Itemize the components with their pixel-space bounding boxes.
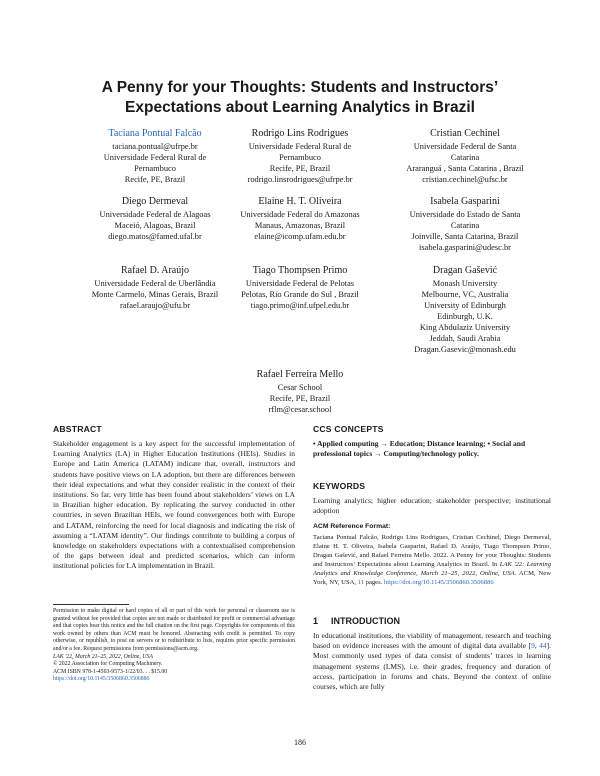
intro-text-part: ]. Most commonly used types of data consist of students’ traces in learning management systems (LMS), i.e. their grades, frequency and duration of access, participation in forums and chats. Beyond the context of online courses, which are fully <box>313 641 552 692</box>
author-affiliation: University of Edinburgh <box>424 301 506 310</box>
reference-citation: Taciana Pontual Falcão, Rodrigo Lins Rodrigues, Cristian Cechinel, Diego Dermeval, Elaine H. T. Oliveira, Isabela Gasparini, Rafael D. Araújo, Tiago Thompsen Primo, Dragan Gašević, and Rafael Ferreira Mello. 2022. A Penny for your Thoughts: Students and Instructors’ Expectations about Learning Analytics in Brazil. In <box>313 534 551 568</box>
permission-text: Permission to make digital or hard copies of all or part of this work for personal or classroom use is granted without fee provided that copies are not made or distributed for profit or commercial advantage and that copies bear this notice and the full citation on the first page. Copyrights for components of this work owned by others than ACM must be honored. Abstracting with credit is permitted. To copy otherwise, or republish, to post on servers or to redistribute to lists, requires prior specific permission and/or a fee. Request permissions from permissions@acm.org. <box>53 608 295 652</box>
reference-pages-suffix: pages. <box>364 579 384 586</box>
author-affiliation: Universidade Federal Rural de <box>248 142 352 151</box>
keywords-section <box>313 481 551 516</box>
citation-separator: , <box>534 641 540 651</box>
author-affiliation: Catarina <box>450 153 480 162</box>
permission-footnote <box>53 608 295 684</box>
author-block <box>215 264 385 311</box>
ccs-heading: CCS CONCEPTS <box>313 424 384 434</box>
author-affiliation: Cesar School <box>277 383 323 392</box>
author-email: cristian.cechinel@ufsc.br <box>422 175 508 184</box>
author-block <box>380 264 550 355</box>
author-affiliation: Catarina <box>450 221 480 230</box>
author-affiliation: Universidade Federal Rural de <box>103 153 207 162</box>
reference-format-heading: ACM Reference Format: <box>313 523 391 530</box>
intro-text-part: In educational institutions, the viability of management, research and teaching based on evidence increases with the amount of digital data available [ <box>313 631 551 651</box>
ccs-text: • Applied computing → Education; Distance learning; • Social and professional topics → Computing/technology policy. <box>313 439 526 459</box>
author-location: Pelotas, Rio Grande do Sul , Brazil <box>241 290 359 299</box>
author-name: Rodrigo Lins Rodrigues <box>251 128 349 139</box>
author-affiliation: Universidade Federal de Pelotas <box>245 279 355 288</box>
abstract-section <box>53 424 295 572</box>
author-block <box>215 195 385 242</box>
author-affiliation: Pernambuco <box>134 164 176 173</box>
ccs-section <box>313 424 551 459</box>
author-affiliation: Monash University <box>432 279 498 288</box>
doi-link[interactable]: https://doi.org/10.1145/3506860.3506886 <box>53 676 150 683</box>
author-email: Dragan.Gasevic@monash.edu <box>414 345 516 354</box>
author-affiliation: Universidade Federal do Amazonas <box>240 210 360 219</box>
author-email: rafael.araujo@ufu.br <box>119 301 191 310</box>
author-location: Edinburgh, U.K. <box>437 312 493 321</box>
author-block <box>380 195 550 253</box>
author-name: Dragan Gašević <box>432 265 498 276</box>
conference-venue: LAK '22, March 21–25, 2022, Online, USA <box>53 653 153 660</box>
reference-venue: LAK '22: Learning Analytics and Knowledge Conference, March 21–25, 2022, Online, USA. <box>313 561 551 577</box>
author-email: tiago.primo@inf.ufpel.edu.br <box>250 301 350 310</box>
author-email: rflm@cesar.school <box>268 405 332 414</box>
author-location: Recife, PE, Brazil <box>124 175 186 184</box>
author-affiliation: Universidade do Estado de Santa <box>409 210 521 219</box>
citation-link[interactable]: 9 <box>531 641 535 651</box>
author-name: Elaine H. T. Oliveira <box>258 196 342 207</box>
author-name: Isabela Gasparini <box>430 196 500 207</box>
author-name: Tiago Thompsen Primo <box>252 265 348 276</box>
section-number: 1 <box>313 616 319 626</box>
author-email: isabela.gasparini@udesc.br <box>419 243 511 252</box>
reference-doi-link[interactable]: https://doi.org/10.1145/3506860.3506886 <box>383 579 494 586</box>
author-block <box>380 127 550 185</box>
author-location: Manaus, Amazonas, Brazil <box>254 221 346 230</box>
author-name: Rafael Ferreira Mello <box>256 369 344 380</box>
author-affiliation: Universidade Federal de Santa <box>413 142 517 151</box>
author-location: Jeddah, Saudi Arabia <box>429 334 501 343</box>
introduction-section <box>313 615 551 692</box>
author-location: Monte Carmelo, Minas Gerais, Brazil <box>91 290 219 299</box>
isbn-line: ACM ISBN 978-1-4503-9573-1/22/03. . . $15.00 <box>53 668 168 675</box>
author-block <box>215 127 385 185</box>
abstract-text: Stakeholder engagement is a key aspect for the successful implementation of Learning Analytics (LA) in Higher Education Institutions (HEIs). Studies in Europe and Latin America (LATAM) indicate that, overall, instructors and students have positive views on LA adoption, but there are differences between their ideal expectations and what they consider realistic in the context of their institutions. So far, very little has been found about stakeholders’ views on LA in Brazilian higher education. By replicating the survey conducted in other countries, in seven Brazilian HEIs, we found convergences both with Europe and LATAM, reinforcing the need for local diagnosis and indicating the risk of assuming a “LATAM identity”. Our findings contribute to building a corpus of knowledge on stakeholders expectations with a contextualised comprehension of the gaps between ideal and predicted scenarios, which can inform institutional policies for LA implementation in Brazil. <box>53 439 295 571</box>
author-location: Recife, PE, Brazil <box>269 164 331 173</box>
keywords-text: Learning analytics; higher education; stakeholder perspective; institutional adoption <box>313 496 551 516</box>
author-name: Diego Dermeval <box>121 196 189 207</box>
author-affiliation: Universidade Federal de Uberlândia <box>94 279 216 288</box>
footnote-divider <box>53 604 129 605</box>
author-location: Joinville, Santa Catarina, Brazil <box>411 232 519 241</box>
author-affiliation: King Abdulaziz University <box>419 323 511 332</box>
introduction-text <box>313 631 551 692</box>
reference-publisher: ACM, New York, NY, USA, <box>313 570 551 586</box>
keywords-heading: KEYWORDS <box>313 481 366 491</box>
author-name[interactable]: Taciana Pontual Falcão <box>108 128 202 139</box>
author-email: diego.matos@famed.ufal.br <box>108 232 202 241</box>
author-location: Recife, PE, Brazil <box>269 394 331 403</box>
page-number: 186 <box>294 738 306 747</box>
reference-format-section <box>313 522 551 587</box>
author-email: elaine@icomp.ufam.edu.br <box>254 232 346 241</box>
author-email: rodrigo.linsrodrigues@ufrpe.br <box>247 175 353 184</box>
section-title: INTRODUCTION <box>331 616 400 626</box>
author-affiliation: Universidade Federal de Alagoas <box>99 210 211 219</box>
author-affiliation: Pernambuco <box>279 153 321 162</box>
abstract-heading: ABSTRACT <box>53 424 102 434</box>
author-name: Rafael D. Araújo <box>120 265 190 276</box>
introduction-heading <box>313 615 551 627</box>
title-line-1: A Penny for your Thoughts: Students and Instructors’ <box>101 79 499 96</box>
reference-pages[interactable]: 11 <box>357 579 365 586</box>
author-block <box>215 368 385 415</box>
author-location: Melbourne, VC, Australia <box>421 290 509 299</box>
author-name: Cristian Cechinel <box>430 128 500 139</box>
copyright-line: © 2022 Association for Computing Machinery. <box>53 661 163 668</box>
citation-link[interactable]: 44 <box>539 641 547 651</box>
paper-title <box>40 78 560 118</box>
author-location: Araranguá , Santa Catarina , Brazil <box>406 164 524 173</box>
reference-format-text <box>313 533 551 587</box>
title-line-2: Expectations about Learning Analytics in Brazil <box>125 99 475 116</box>
author-location: Maceió, Alagoas, Brazil <box>114 221 196 230</box>
author-email: taciana.pontual@ufrpe.br <box>112 142 198 151</box>
